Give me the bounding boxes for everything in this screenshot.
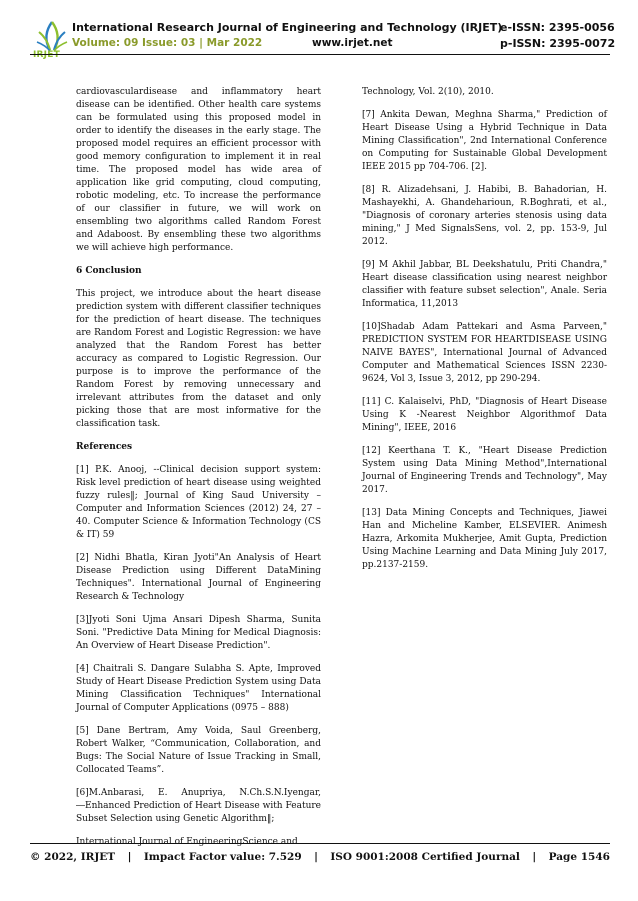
footer-impact-factor: Impact Factor value: 7.529 bbox=[143, 851, 302, 863]
journal-title: International Research Journal of Engineering and Technology (IRJET) bbox=[72, 21, 503, 34]
reference-item: International Journal of EngineeringScience and bbox=[76, 837, 298, 847]
left-column bbox=[76, 86, 321, 859]
logo-text: IRJET bbox=[33, 50, 60, 60]
reference-item: [13] Data Mining Concepts and Techniques, Jiawei Han and Micheline Kamber, ELSEVIER. Animesh Hazra, Arkomita Mukherjee, Amit Gupta, Prediction Using Machine Learning and Data Mining July 2017, pp.2137-2159. bbox=[362, 508, 607, 570]
footer-page-number: Page 1546 bbox=[548, 851, 610, 863]
reference-item: [6]M.Anbarasi, E. Anupriya, N.Ch.S.N.Iyengar, ―Enhanced Prediction of Heart Disease with Feature Subset Selection using Genetic Algorithm‖; bbox=[76, 788, 321, 824]
footer-divider bbox=[30, 843, 610, 844]
footer-separator: | bbox=[314, 851, 318, 863]
footer-separator: | bbox=[532, 851, 537, 863]
reference-item: [9] M Akhil Jabbar, BL Deekshatulu, Priti Chandra," Heart disease classification using nearest neighbor classifier with feature subset selection", Anale. Seria Informatica, 11,2013 bbox=[362, 260, 607, 309]
footer-copyright: © 2022, IRJET bbox=[30, 851, 116, 863]
reference-item: [3]Jyoti Soni Ujma Ansari Dipesh Sharma, Sunita Soni. "Predictive Data Mining for Medical Diagnosis: An Overview of Heart Disease Prediction". bbox=[76, 615, 321, 651]
reference-item: [12] Keerthana T. K., "Heart Disease Prediction System using Data Mining Method",International Journal of Engineering Trends and Technology", May 2017. bbox=[362, 446, 607, 495]
paragraph-intro: cardiovasculardisease and inflammatory heart disease can be identified. Other health care systems can be formulated using this proposed model in order to identify the diseases in the early stage. The proposed model requires an efficient processor with good memory configuration to implement it in real time. The proposed model has wide area of application like grid computing, cloud computing, robotic modeling, etc. To increase the performance of our classifier in future, we will work on ensembling two algorithms called Random Forest and Adaboost. By ensembling these two algorithms we will achieve high performance. bbox=[76, 87, 321, 253]
reference-item: [7] Ankita Dewan, Meghna Sharma," Prediction of Heart Disease Using a Hybrid Technique in Data Mining Classification", 2nd International Conference on Computing for Sustainable Global Development IEEE 2015 pp 704-706. [2]. bbox=[362, 110, 607, 172]
p-issn: p-ISSN: 2395-0072 bbox=[500, 37, 616, 50]
page-header bbox=[0, 0, 638, 68]
reference-item: Technology, Vol. 2(10), 2010. bbox=[362, 87, 494, 97]
page-footer bbox=[30, 851, 610, 863]
reference-item: [5] Dane Bertram, Amy Voida, Saul Greenberg, Robert Walker, “Communication, Collaboration, and Bugs: The Social Nature of Issue Tracking in Small, Collocated Teams”. bbox=[76, 726, 321, 775]
website-link[interactable]: www.irjet.net bbox=[312, 37, 393, 49]
footer-iso: ISO 9001:2008 Certified Journal bbox=[330, 851, 520, 863]
right-column bbox=[362, 86, 607, 582]
reference-item: [1] P.K. Anooj, --Clinical decision support system: Risk level prediction of heart disease using weighted fuzzy rules‖; Journal of King Saud University – Computer and Information Sciences (2012) 24, 27 – 40. Computer Science & Information Technology (CS & IT) 59 bbox=[76, 465, 321, 540]
reference-item: [11] C. Kalaiselvi, PhD, "Diagnosis of Heart Disease Using K -Nearest Neighbor Algorithmof Data Mining", IEEE, 2016 bbox=[362, 397, 607, 433]
irjet-logo-icon bbox=[36, 20, 68, 54]
conclusion-text: This project, we introduce about the heart disease prediction system with different classifier techniques for the prediction of heart disease. The techniques are Random Forest and Logistic Regression: we have analyzed that the Random Forest has better accuracy as compared to Logistic Regression. Our purpose is to improve the performance of the Random Forest by removing unnecessary and irrelevant attributes from the dataset and only picking those that are most informative for the classification task. bbox=[76, 289, 321, 429]
volume-issue: Volume: 09 Issue: 03 | Mar 2022 bbox=[72, 37, 263, 49]
header-divider bbox=[30, 54, 610, 55]
references-heading: References bbox=[76, 442, 133, 452]
reference-item: [10]Shadab Adam Pattekari and Asma Parveen," PREDICTION SYSTEM FOR HEARTDISEASE USING NAIVE BAYES", International Journal of Advanced Computer and Mathematical Sciences ISSN 2230-9624, Vol 3, Issue 3, 2012, pp 290-294. bbox=[362, 322, 607, 384]
footer-separator: | bbox=[127, 851, 132, 863]
reference-item: [4] Chaitrali S. Dangare Sulabha S. Apte, Improved Study of Heart Disease Prediction System using Data Mining Classification Techniques" International Journal of Computer Applications (0975 – 888) bbox=[76, 664, 321, 713]
conclusion-heading: 6 Conclusion bbox=[76, 266, 142, 276]
reference-item: [2] Nidhi Bhatla, Kiran Jyoti"An Analysis of Heart Disease Prediction using Different DataMining Techniques". International Journal of Engineering Research & Technology bbox=[76, 553, 321, 602]
e-issn: e-ISSN: 2395-0056 bbox=[500, 21, 615, 34]
reference-item: [8] R. Alizadehsani, J. Habibi, B. Bahadorian, H. Mashayekhi, A. Ghandeharioun, R.Boghrati, et al., "Diagnosis of coronary arteries stenosis using data mining," J Med SignalsSens, vol. 2, pp. 153-9, Jul 2012. bbox=[362, 185, 607, 247]
